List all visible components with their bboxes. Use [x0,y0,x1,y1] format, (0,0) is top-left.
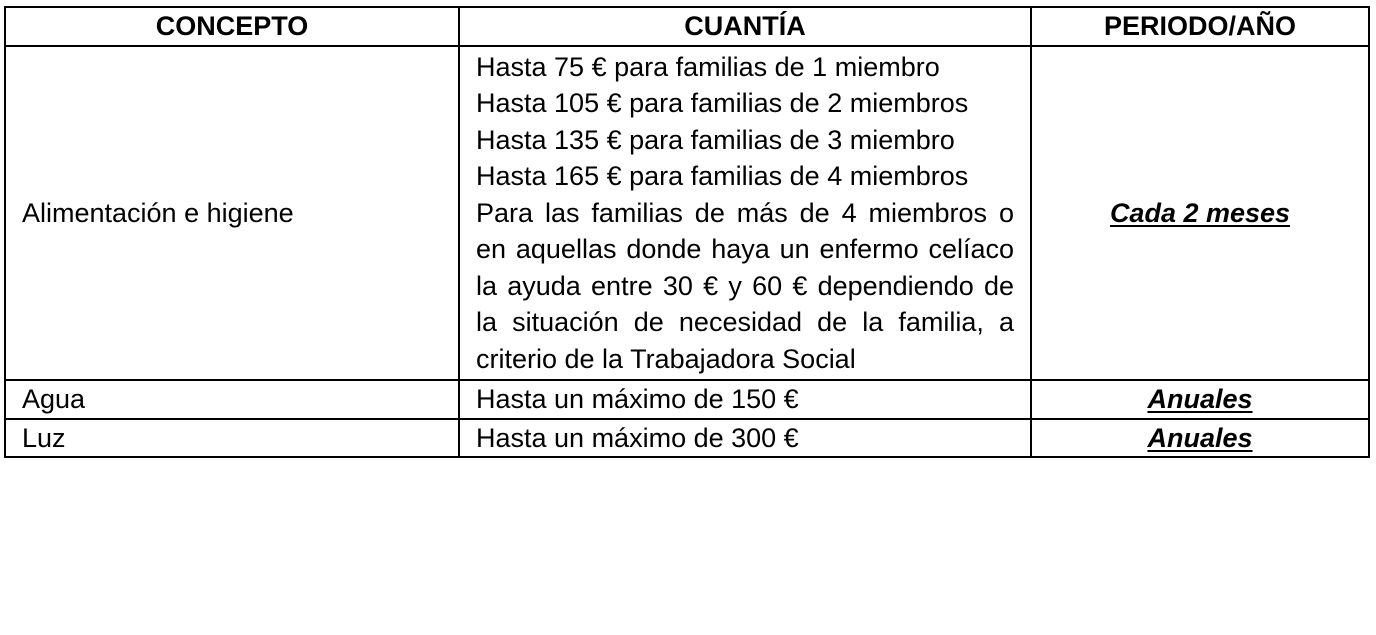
header-amount: CUANTÍA [459,7,1031,46]
header-concept: CONCEPTO [5,7,459,46]
amount-item: Hasta 165 € para familias de 4 miembros [476,161,969,191]
amount-cell [459,46,1031,381]
amount-item: Hasta 75 € para familias de 1 miembro [476,51,940,82]
header-period: PERIODO/AÑO [1031,7,1369,46]
amount-cell: Hasta un máximo de 150 € [459,380,1031,419]
amount-item: Para las familias de más de 4 miembros o en aquellas donde haya un enfermo celíaco la ayuda entre 30 € y 60 € dependiendo de la situación de necesidad de la familia, a criterio de la Trabajadora Social [476,197,1014,374]
table-header [5,7,1369,46]
table-row-water [5,380,1369,419]
period-cell: Cada 2 meses [1031,46,1369,381]
amount-item: Hasta 105 € para familias de 2 miembros [476,88,969,118]
concept-cell: Luz [5,419,459,458]
header-row [5,7,1369,46]
aid-table [4,6,1370,458]
amount-item: Hasta 135 € para familias de 3 miembro [476,124,955,155]
table-body [5,46,1369,458]
concept-cell: Agua [5,380,459,419]
table-row-food [5,46,1369,381]
amount-cell: Hasta un máximo de 300 € [459,419,1031,458]
concept-cell: Alimentación e higiene [5,46,459,381]
period-cell: Anuales [1031,419,1369,458]
table-row-electricity [5,419,1369,458]
period-cell: Anuales [1031,380,1369,419]
